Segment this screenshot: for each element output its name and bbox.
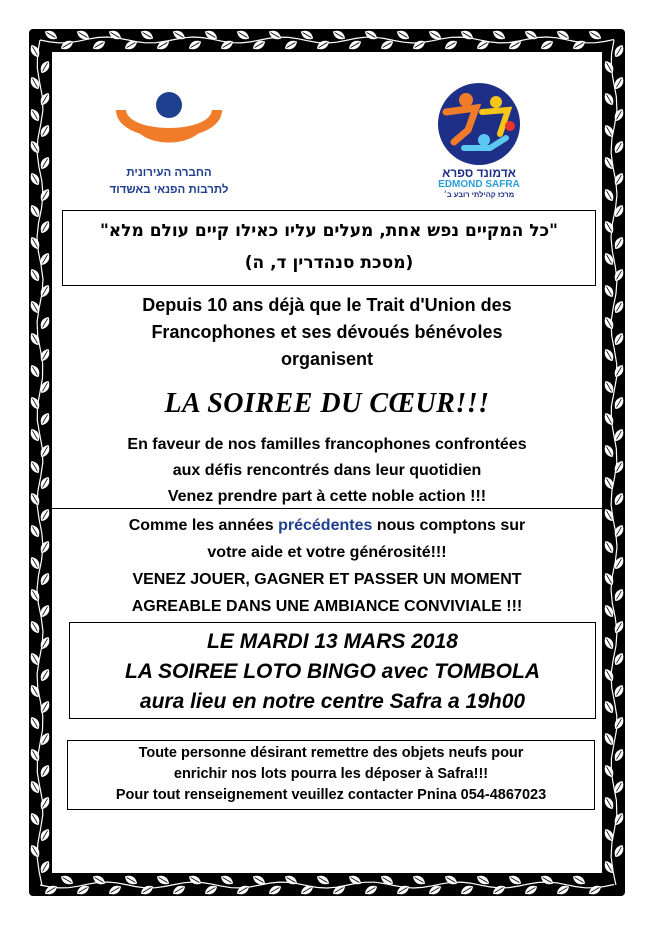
municipal-culture-logo (104, 92, 234, 202)
border-leaf (139, 29, 155, 42)
border-leaf (612, 843, 625, 859)
border-leaf (612, 683, 625, 699)
intro-line-3: organisent (280, 349, 373, 369)
border-leaf (38, 315, 51, 331)
quote-line-1: "כל המקיים נפש אחת, מעלים עליו כאילו קיים עולם מלא" (99, 221, 559, 241)
border-leaf (29, 235, 42, 251)
event-name: LA SOIREE LOTO BINGO avec TOMBOLA (124, 660, 540, 683)
border-leaf (235, 29, 251, 42)
border-leaf (602, 315, 615, 331)
border-leaf (29, 395, 42, 411)
border-leaf (29, 363, 42, 379)
border-leaf (29, 43, 42, 59)
border-leaf (612, 811, 625, 827)
border-leaf (602, 795, 615, 811)
border-leaf (29, 587, 42, 603)
border-leaf (38, 219, 51, 235)
border-leaf (38, 443, 51, 459)
border-leaf (38, 187, 51, 203)
invitation-line-1c: nous comptons sur (372, 517, 526, 534)
border-leaf (331, 29, 347, 42)
safra-caption-sub: מרכז קהילתי רובע ב׳ (443, 190, 515, 199)
border-leaf (602, 443, 615, 459)
border-leaf (38, 59, 51, 75)
border-leaf (395, 883, 411, 896)
border-leaf (571, 873, 587, 886)
invitation-paragraph (52, 512, 602, 620)
border-leaf (459, 29, 475, 42)
border-leaf (363, 883, 379, 896)
border-leaf (59, 38, 75, 51)
border-leaf (38, 571, 51, 587)
border-leaf (612, 235, 625, 251)
border-leaf (139, 883, 155, 896)
border-leaf (612, 395, 625, 411)
border-leaf (602, 699, 615, 715)
border-leaf (38, 507, 51, 523)
border-leaf (219, 873, 235, 886)
border-leaf (59, 873, 75, 886)
border-leaf (612, 363, 625, 379)
culture-logo-mark (104, 92, 234, 164)
border-leaf (587, 29, 603, 42)
border-leaf (283, 873, 299, 886)
border-leaf (38, 91, 51, 107)
border-leaf (315, 38, 331, 51)
border-leaf (602, 763, 615, 779)
cause-line-2: aux défis rencontrés dans leur quotidien (172, 462, 482, 479)
border-leaf (612, 587, 625, 603)
safra-caption-hebrew: אדמונד ספרא (442, 166, 516, 180)
border-leaf (107, 29, 123, 42)
border-leaf (587, 883, 603, 896)
invitation-line-4: AGREABLE DANS UNE AMBIANCE CONVIVIALE !!! (131, 598, 523, 615)
info-line-1: Toute personne désirant remettre des objets neufs pour (138, 745, 524, 761)
border-leaf (602, 635, 615, 651)
border-leaf (29, 811, 42, 827)
border-leaf (443, 38, 459, 51)
culture-logo-caption-1: החברה העירונית (126, 167, 212, 179)
cause-line-1: En faveur de nos familles francophones confrontées (127, 436, 527, 453)
border-leaf (411, 873, 427, 886)
border-leaf (38, 283, 51, 299)
event-location-time: aura lieu en notre centre Safra a 19h00 (139, 690, 526, 713)
border-leaf (612, 715, 625, 731)
invitation-line-3: VENEZ JOUER, GAGNER ET PASSER UN MOMENT (132, 571, 522, 588)
border-leaf (38, 539, 51, 555)
border-leaf (29, 715, 42, 731)
invitation-line-1 (52, 512, 602, 539)
border-leaf (38, 155, 51, 171)
invitation-line-2: votre aide et votre générosité!!! (207, 544, 447, 561)
border-leaf (459, 883, 475, 896)
border-leaf (283, 38, 299, 51)
intro-line-1: Depuis 10 ans déjà que le Trait d'Union des (142, 295, 512, 315)
edmond-safra-logo (424, 82, 534, 200)
border-leaf (187, 38, 203, 51)
border-leaf (155, 873, 171, 886)
border-leaf (187, 873, 203, 886)
border-leaf (29, 843, 42, 859)
info-line-2: enrichir nos lots pourra les déposer à Safra!!! (173, 766, 489, 782)
border-leaf (91, 38, 107, 51)
section-divider (52, 508, 602, 509)
border-leaf (612, 107, 625, 123)
culture-logo-caption-2: לתרבות הפנאי באשדוד (109, 184, 229, 196)
border-leaf (29, 491, 42, 507)
border-leaf (43, 29, 59, 42)
highlighted-word: précédentes (278, 517, 373, 534)
border-leaf (29, 619, 42, 635)
border-leaf (29, 139, 42, 155)
border-leaf (539, 38, 555, 51)
border-leaf (443, 873, 459, 886)
border-leaf (267, 29, 283, 42)
border-leaf (602, 667, 615, 683)
border-leaf (411, 38, 427, 51)
border-leaf (91, 873, 107, 886)
border-leaf (38, 795, 51, 811)
border-leaf (43, 883, 59, 896)
border-leaf (38, 635, 51, 651)
safra-logo-mark (424, 82, 534, 166)
border-leaf (612, 747, 625, 763)
safra-caption-latin: EDMOND SAFRA (438, 179, 520, 190)
contact-info-box (67, 740, 595, 810)
border-leaf (219, 38, 235, 51)
border-leaf (602, 187, 615, 203)
border-leaf (612, 267, 625, 283)
quote-source: (מסכת סנהדרין ד, ה) (244, 253, 414, 273)
border-leaf (38, 667, 51, 683)
border-leaf (395, 29, 411, 42)
border-leaf (38, 859, 51, 875)
border-leaf (571, 38, 587, 51)
cause-line-3: Venez prendre part à cette noble action !!! (167, 488, 487, 505)
invitation-line-1a: Comme les années (128, 517, 279, 534)
border-leaf (235, 883, 251, 896)
border-leaf (602, 219, 615, 235)
talmud-quote-box (62, 210, 596, 286)
border-leaf (107, 883, 123, 896)
border-leaf (602, 283, 615, 299)
border-leaf (38, 763, 51, 779)
border-leaf (612, 619, 625, 635)
border-leaf (29, 747, 42, 763)
border-leaf (315, 873, 331, 886)
border-leaf (602, 539, 615, 555)
event-title: LA SOIREE DU CŒUR!!! (164, 388, 490, 419)
border-leaf (602, 411, 615, 427)
border-leaf (612, 491, 625, 507)
border-leaf (612, 331, 625, 347)
cause-paragraph (52, 432, 602, 510)
border-leaf (38, 411, 51, 427)
border-leaf (507, 873, 523, 886)
border-leaf (539, 873, 555, 886)
border-leaf (612, 459, 625, 475)
border-leaf (491, 29, 507, 42)
border-leaf (29, 107, 42, 123)
border-leaf (602, 59, 615, 75)
poster-content (52, 52, 602, 873)
border-leaf (29, 267, 42, 283)
border-leaf (612, 43, 625, 59)
border-leaf (363, 29, 379, 42)
intro-line-2: Francophones et ses dévoués bénévoles (151, 322, 503, 342)
contact-line: Pour tout renseignement veuillez contacter Pnina 054-4867023 (115, 787, 547, 803)
border-leaf (267, 883, 283, 896)
intro-text (52, 292, 602, 373)
border-leaf (491, 883, 507, 896)
border-leaf (602, 571, 615, 587)
border-leaf (612, 139, 625, 155)
event-details-box (69, 622, 596, 719)
event-date: LE MARDI 13 MARS 2018 (207, 630, 458, 653)
border-leaf (602, 91, 615, 107)
border-leaf (29, 459, 42, 475)
